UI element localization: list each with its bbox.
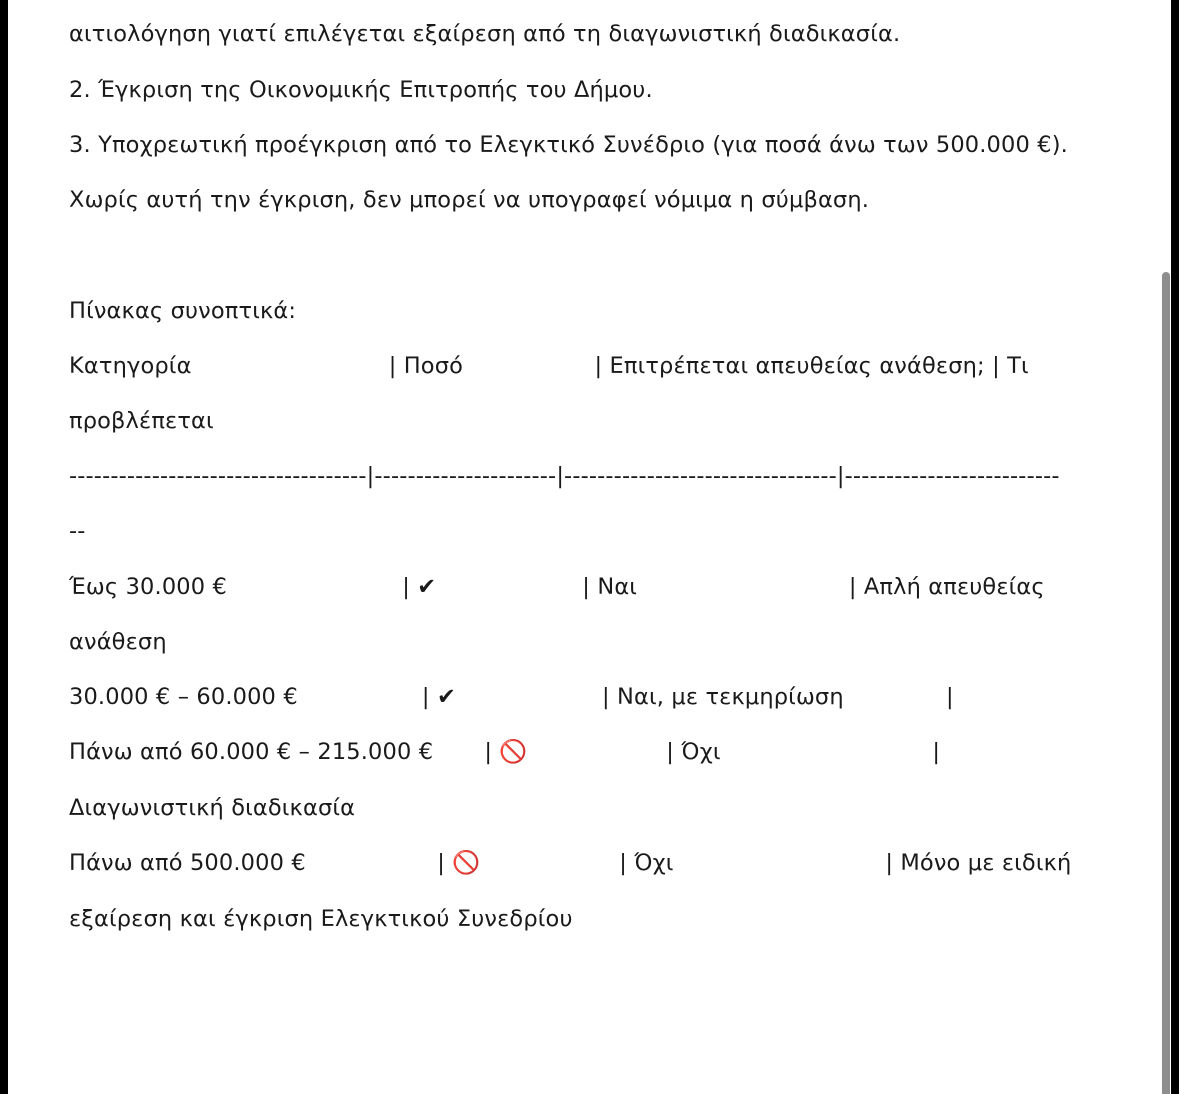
numbered-item-3: 3. Υποχρεωτική προέγκριση από το Ελεγκτικό Συνέδριο (για ποσά άνω των 500.000 €). (69, 132, 1068, 158)
summary-heading: Πίνακας συνοπτικά: (69, 298, 297, 324)
document-viewer (8, 0, 1171, 1094)
paragraph-line: αιτιολόγηση γιατί επιλέγεται εξαίρεση από τη διαγωνιστική διαδικασία. (69, 21, 901, 47)
table-row-line: Πάνω από 60.000 € – 215.000 € | 🚫 | Όχι | (69, 739, 941, 765)
scrollbar-thumb[interactable] (1162, 272, 1170, 1094)
table-row-line: Διαγωνιστική διαδικασία (69, 795, 356, 821)
numbered-item-2: 2. Έγκριση της Οικονομικής Επιτροπής του Δήμου. (69, 77, 653, 103)
table-separator-line: -- (69, 518, 86, 544)
table-header-line: προβλέπεται (69, 408, 214, 434)
table-row-line: Πάνω από 500.000 € | 🚫 | Όχι | Μόνο με ειδική (69, 850, 1072, 876)
table-row-line: 30.000 € – 60.000 € | ✔ | Ναι, με τεκμηρίωση | (69, 684, 954, 710)
table-row-line: ανάθεση (69, 629, 167, 655)
vertical-scrollbar[interactable] (1157, 0, 1171, 1094)
paragraph-line: Χωρίς αυτή την έγκριση, δεν μπορεί να υπογραφεί νόμιμα η σύμβαση. (69, 187, 870, 213)
table-separator-line: ------------------------------------|----------------------|---------------------------------|-------------------------- (69, 463, 1060, 489)
table-row-line: εξαίρεση και έγκριση Ελεγκτικού Συνεδρίου (69, 906, 573, 932)
table-header-line: Κατηγορία | Ποσό | Επιτρέπεται απευθείας ανάθεση; | Τι (69, 353, 1029, 379)
table-row-line: Έως 30.000 € | ✔ | Ναι | Απλή απευθείας (69, 574, 1045, 600)
